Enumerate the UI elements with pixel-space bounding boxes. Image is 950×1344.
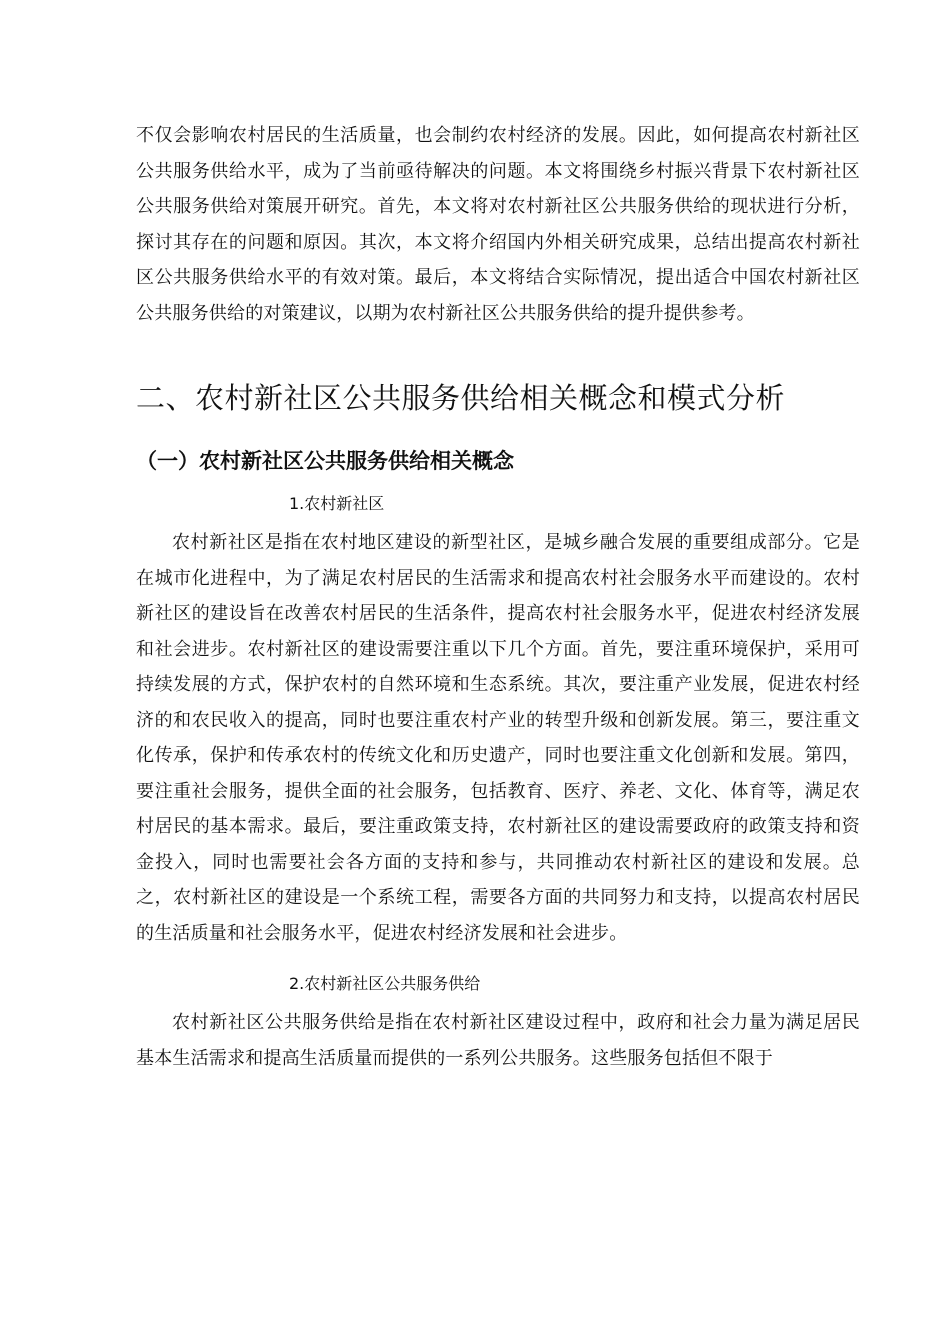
- item2-heading: 2.农村新社区公共服务供给: [289, 974, 481, 993]
- section-heading: 二、农村新社区公共服务供给相关概念和模式分析: [136, 381, 786, 415]
- document-page: [136, 118, 860, 1076]
- item1-paragraph: 农村新社区是指在农村地区建设的新型社区，是城乡融合发展的重要组成部分。它是在城市化进程中，为了满足农村居民的生活需求和提高农村社会服务水平而建设的。农村新社区的建设旨在改善农村居民的生活条件，提高农村社会服务水平，促进农村经济发展和社会进步。农村新社区的建设需要注重以下几个方面。首先，要注重环境保护，采用可持续发展的方式，保护农村的自然环境和生态系统。其次，要注重产业发展，促进农村经济的和农民收入的提高，同时也要注重农村产业的转型升级和创新发展。第三，要注重文化传承，保护和传承农村的传统文化和历史遗产，同时也要注重文化创新和发展。第四，要注重社会服务，提供全面的社会服务，包括教育、医疗、养老、文化、体育等，满足农村居民的基本需求。最后，要注重政策支持，农村新社区的建设需要政府的政策支持和资金投入，同时也需要社会各方面的支持和参与，共同推动农村新社区的建设和发展。总之，农村新社区的建设是一个系统工程，需要各方面的共同努力和支持，以提高农村居民的生活质量和社会服务水平，促进农村经济发展和社会进步。: [136, 532, 860, 944]
- item2-paragraph: 农村新社区公共服务供给是指在农村新社区建设过程中，政府和社会力量为满足居民基本生活需求和提高生活质量而提供的一系列公共服务。这些服务包括但不限于: [136, 1012, 860, 1069]
- item1-heading: 1.农村新社区: [289, 494, 385, 513]
- subsection-heading: （一）农村新社区公共服务供给相关概念: [136, 449, 514, 473]
- intro-paragraph: 不仅会影响农村居民的生活质量，也会制约农村经济的发展。因此，如何提高农村新社区公共服务供给水平，成为了当前亟待解决的问题。本文将围绕乡村振兴背景下农村新社区公共服务供给对策展开研究。首先，本文将对农村新社区公共服务供给的现状进行分析，探讨其存在的问题和原因。其次，本文将介绍国内外相关研究成果，总结出提高农村新社区公共服务供给水平的有效对策。最后，本文将结合实际情况，提出适合中国农村新社区公共服务供给的对策建议，以期为农村新社区公共服务供给的提升提供参考。: [136, 125, 860, 324]
